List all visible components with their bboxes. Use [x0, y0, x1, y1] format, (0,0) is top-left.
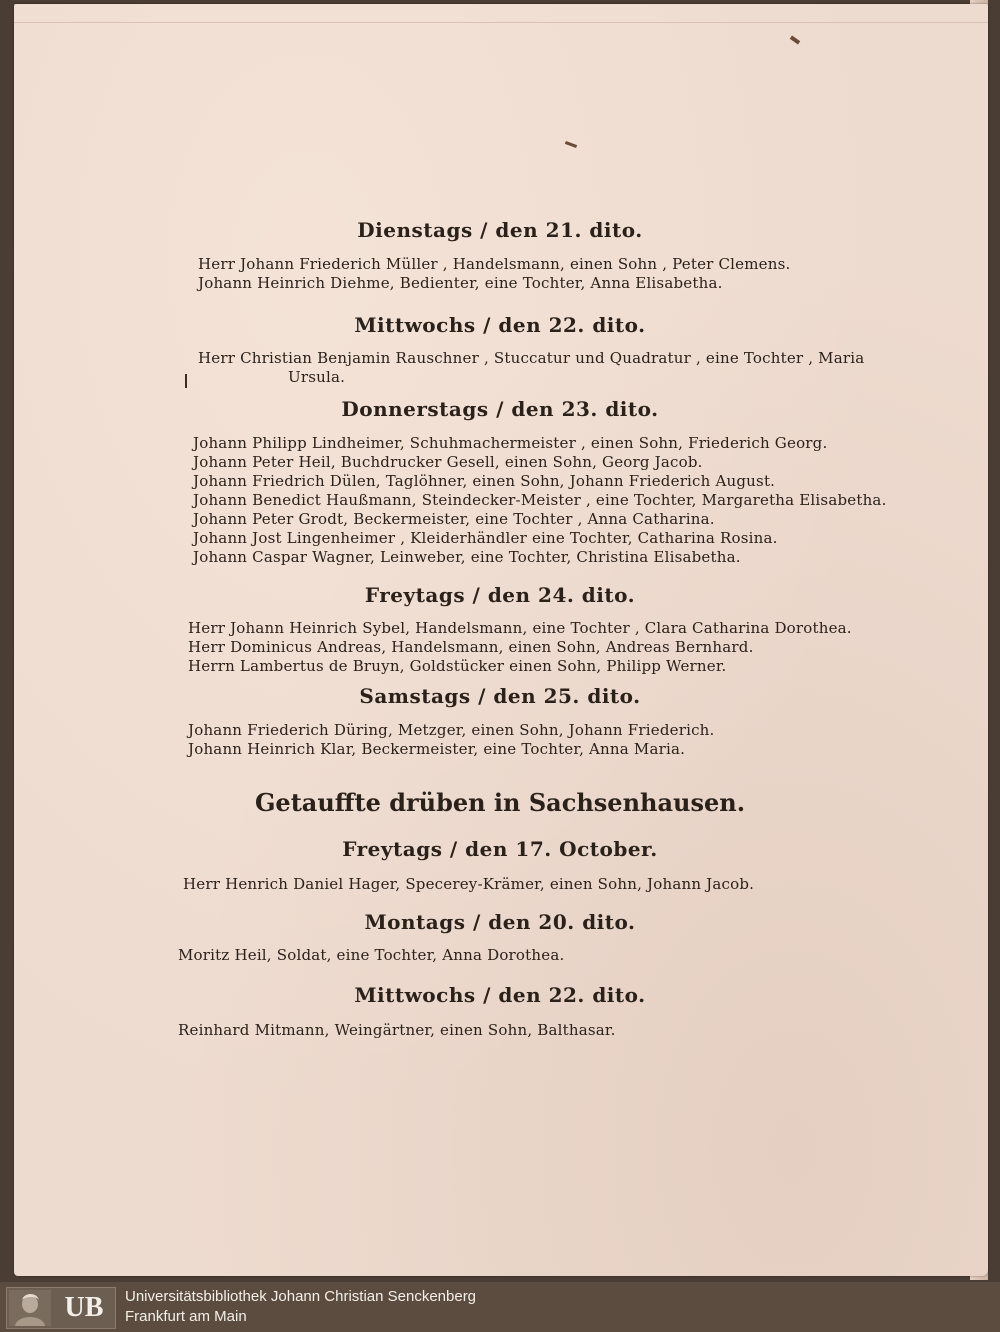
ink-mark — [185, 374, 187, 388]
entry-line: Johann Friederich Düring, Metzger, einen Sohn, Johann Friederich. — [188, 721, 715, 739]
entry-line: Moritz Heil, Soldat, eine Tochter, Anna Dorothea. — [178, 946, 565, 964]
page-fold — [14, 22, 988, 23]
entry-line: Johann Peter Grodt, Beckermeister, eine Tochter , Anna Catharina. — [193, 510, 715, 528]
portrait-icon — [9, 1290, 51, 1326]
day-heading: Donnerstags / den 23. dito. — [341, 397, 659, 421]
entry-line: Herr Johann Heinrich Sybel, Handelsmann, eine Tochter , Clara Catharina Dorothea. — [188, 619, 852, 637]
day-heading: Mittwochs / den 22. dito. — [354, 983, 646, 1007]
entry-line: Johann Peter Heil, Buchdrucker Gesell, einen Sohn, Georg Jacob. — [193, 453, 703, 471]
entry-line: Johann Heinrich Klar, Beckermeister, eine Tochter, Anna Maria. — [188, 740, 686, 758]
ub-logo[interactable] — [6, 1287, 116, 1329]
entry-line: Johann Friedrich Dülen, Taglöhner, einen Sohn, Johann Friederich August. — [193, 472, 776, 490]
entry-line: Reinhard Mitmann, Weingärtner, einen Sohn, Balthasar. — [178, 1021, 616, 1039]
entry-line: Johann Benedict Haußmann, Steindecker-Meister , eine Tochter, Margaretha Elisabetha. — [193, 491, 887, 509]
institution-name: Universitätsbibliothek Johann Christian Senckenberg — [125, 1288, 477, 1305]
entry-line: Ursula. — [288, 368, 346, 386]
entry-line: Johann Heinrich Diehme, Bedienter, eine Tochter, Anna Elisabetha. — [198, 274, 723, 292]
day-heading: Freytags / den 24. dito. — [364, 583, 636, 607]
day-heading: Freytags / den 17. October. — [342, 837, 658, 861]
entry-line: Johann Philipp Lindheimer, Schuhmachermeister , einen Sohn, Friederich Georg. — [193, 434, 828, 452]
library-footer — [0, 1282, 1000, 1332]
day-heading: Mittwochs / den 22. dito. — [354, 313, 646, 337]
entry-line: Herrn Lambertus de Bruyn, Goldstücker einen Sohn, Philipp Werner. — [188, 657, 727, 675]
institution-location: Frankfurt am Main — [125, 1308, 247, 1325]
entry-line: Johann Caspar Wagner, Leinweber, eine Tochter, Christina Elisabetha. — [193, 548, 741, 566]
day-heading: Samstags / den 25. dito. — [359, 684, 641, 708]
section-title: Getauffte drüben in Sachsenhausen. — [254, 788, 746, 817]
entry-line: Herr Henrich Daniel Hager, Specerey-Krämer, einen Sohn, Johann Jacob. — [183, 875, 755, 893]
entry-line: Johann Jost Lingenheimer , Kleiderhändler eine Tochter, Catharina Rosina. — [193, 529, 778, 547]
logo-text: UB — [64, 1292, 104, 1323]
entry-line: Herr Johann Friederich Müller , Handelsmann, einen Sohn , Peter Clemens. — [198, 255, 791, 273]
entry-line: Herr Dominicus Andreas, Handelsmann, einen Sohn, Andreas Bernhard. — [188, 638, 754, 656]
entry-line: Herr Christian Benjamin Rauschner , Stuccatur und Quadratur , eine Tochter , Maria — [198, 349, 865, 367]
day-heading: Dienstags / den 21. dito. — [357, 218, 643, 242]
day-heading: Montags / den 20. dito. — [364, 910, 636, 934]
